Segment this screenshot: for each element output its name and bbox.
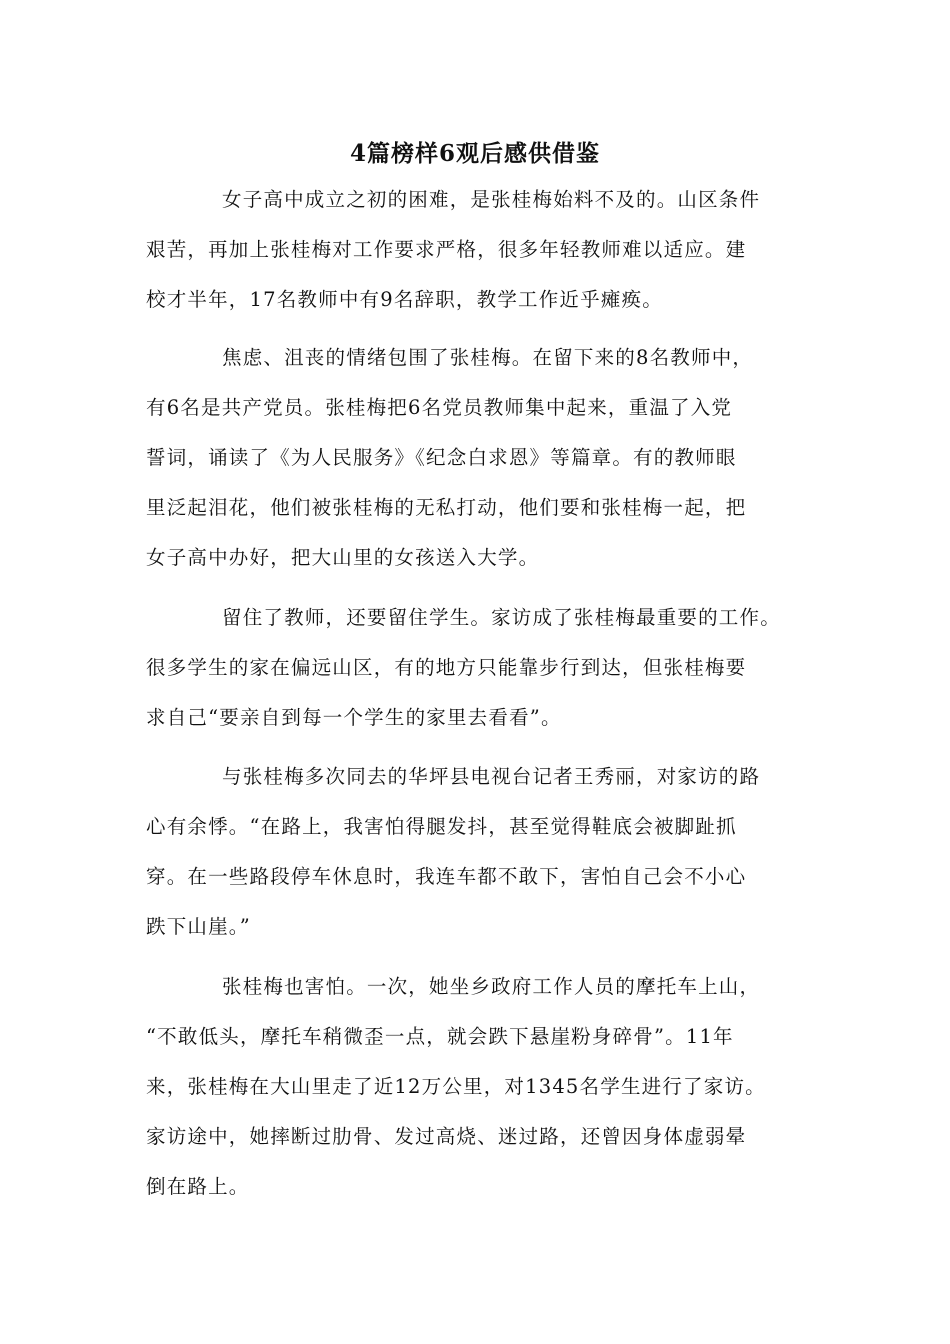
paragraph-5-line-1: 张桂梅也害怕。一次，她坐乡政府工作人员的摩托车上山， (222, 975, 761, 998)
paragraph-4-line-4: 跌下山崖。” (146, 915, 251, 938)
paragraph-4-line-3: 穿。在一些路段停车休息时，我连车都不敢下，害怕自己会不小心 (146, 865, 747, 888)
paragraph-1-line-3: 校才半年，17名教师中有9名辞职，教学工作近乎瘫痪。 (146, 288, 663, 311)
paragraph-2-line-5: 女子高中办好，把大山里的女孩送入大学。 (146, 546, 540, 569)
paragraph-5-line-5: 倒在路上。 (146, 1175, 250, 1198)
paragraph-1-line-1: 女子高中成立之初的困难，是张桂梅始料不及的。山区条件 (222, 188, 761, 211)
paragraph-5-line-2: “不敢低头，摩托车稍微歪一点，就会跌下悬崖粉身碎骨”。11年 (146, 1025, 734, 1048)
paragraph-2-line-4: 里泛起泪花，他们被张桂梅的无私打动，他们要和张桂梅一起，把 (146, 496, 747, 519)
paragraph-2-line-3: 誓词，诵读了《为人民服务》《纪念白求恩》等篇章。有的教师眼 (146, 446, 737, 469)
paragraph-4-line-2: 心有余悸。“在路上，我害怕得腿发抖，甚至觉得鞋底会被脚趾抓 (146, 815, 737, 838)
paragraph-5-line-3: 来，张桂梅在大山里走了近12万公里，对1345名学生进行了家访。 (146, 1075, 766, 1098)
paragraph-3-line-3: 求自己“要亲自到每一个学生的家里去看看”。 (146, 706, 562, 729)
paragraph-5-line-4: 家访途中，她摔断过肋骨、发过高烧、迷过路，还曾因身体虚弱晕 (146, 1125, 747, 1148)
paragraph-1-line-2: 艰苦，再加上张桂梅对工作要求严格，很多年轻教师难以适应。建 (146, 238, 747, 261)
paragraph-2-line-1: 焦虑、沮丧的情绪包围了张桂梅。在留下来的8名教师中， (222, 346, 754, 369)
paragraph-3-line-2: 很多学生的家在偏远山区，有的地方只能靠步行到达，但张桂梅要 (146, 656, 747, 679)
document-title: 4篇榜样6观后感供借鉴 (349, 140, 600, 167)
paragraph-3-line-1: 留住了教师，还要留住学生。家访成了张桂梅最重要的工作。 (222, 606, 781, 629)
paragraph-4-line-1: 与张桂梅多次同去的华坪县电视台记者王秀丽，对家访的路 (222, 765, 761, 788)
paragraph-2-line-2: 有6名是共产党员。张桂梅把6名党员教师集中起来，重温了入党 (146, 396, 733, 419)
